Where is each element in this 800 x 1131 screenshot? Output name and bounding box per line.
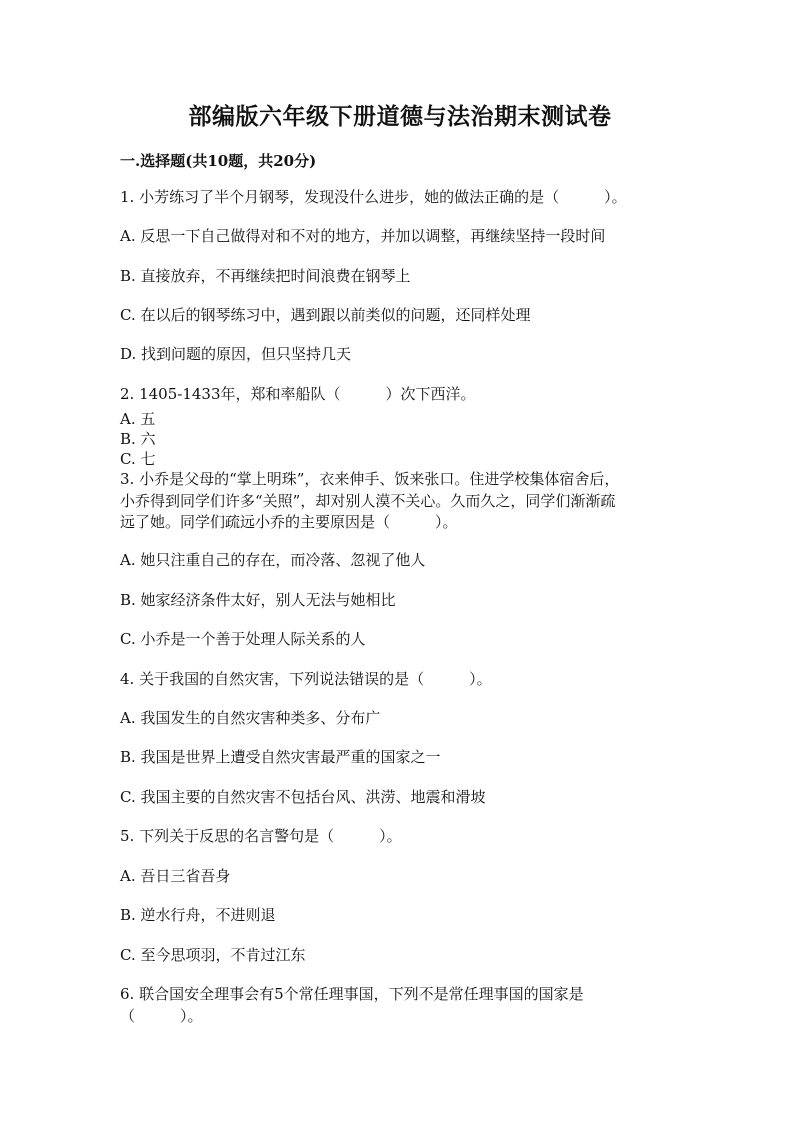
question-4-option-a: A. 我国发生的自然灾害种类多、分布广 [120, 709, 381, 727]
question-3-option-b: B. 她家经济条件太好，别人无法与她相比 [120, 591, 396, 609]
question-1-option-c: C. 在以后的钢琴练习中，遇到跟以前类似的问题，还同样处理 [120, 306, 531, 324]
question-2-option-c: C. 七 [120, 450, 156, 468]
question-1-stem: 1. 小芳练习了半个月钢琴，发现没什么进步，她的做法正确的是（ ）。 [120, 188, 627, 206]
page-title: 部编版六年级下册道德与法治期末测试卷 [188, 103, 612, 130]
question-3-option-c: C. 小乔是一个善于处理人际关系的人 [120, 630, 366, 648]
question-5-stem: 5. 下列关于反思的名言警句是（ ）。 [120, 827, 402, 845]
question-3-stem-line-1: 3. 小乔是父母的“掌上明珠”，衣来伸手、饭来张口。住进学校集体宿舍后， [120, 470, 620, 488]
question-5-option-b: B. 逆水行舟，不进则退 [120, 906, 276, 924]
question-1-option-a: A. 反思一下自己做得对和不对的地方，并加以调整，再继续坚持一段时间 [120, 227, 606, 245]
question-6-stem-line-1: 6. 联合国安全理事会有5个常任理事国，下列不是常任理事国的国家是 [120, 985, 584, 1003]
question-4-option-b: B. 我国是世界上遭受自然灾害最严重的国家之一 [120, 748, 441, 766]
question-1-option-d: D. 找到问题的原因，但只坚持几天 [120, 345, 352, 363]
question-2-option-a: A. 五 [120, 410, 156, 428]
question-3-stem-line-3: 远了她。同学们疏远小乔的主要原因是（ ）。 [120, 513, 458, 531]
question-3-option-a: A. 她只注重自己的存在，而冷落、忽视了他人 [120, 551, 426, 569]
question-2-stem: 2. 1405-1433年，郑和率船队（ ）次下西洋。 [120, 385, 476, 403]
question-2-option-b: B. 六 [120, 430, 156, 448]
section-heading: 一.选择题(共10题，共20分) [120, 152, 317, 170]
question-5-option-c: C. 至今思项羽，不肯过江东 [120, 946, 306, 964]
question-4-option-c: C. 我国主要的自然灾害不包括台风、洪涝、地震和滑坡 [120, 788, 486, 806]
question-5-option-a: A. 吾日三省吾身 [120, 867, 231, 885]
question-4-stem: 4. 关于我国的自然灾害，下列说法错误的是（ ）。 [120, 670, 492, 688]
question-3-stem-line-2: 小乔得到同学们许多“关照”，却对别人漠不关心。久而久之，同学们渐渐疏 [120, 492, 616, 510]
question-1-option-b: B. 直接放弃，不再继续把时间浪费在钢琴上 [120, 267, 411, 285]
question-6-stem-line-2: （ ）。 [120, 1007, 203, 1025]
